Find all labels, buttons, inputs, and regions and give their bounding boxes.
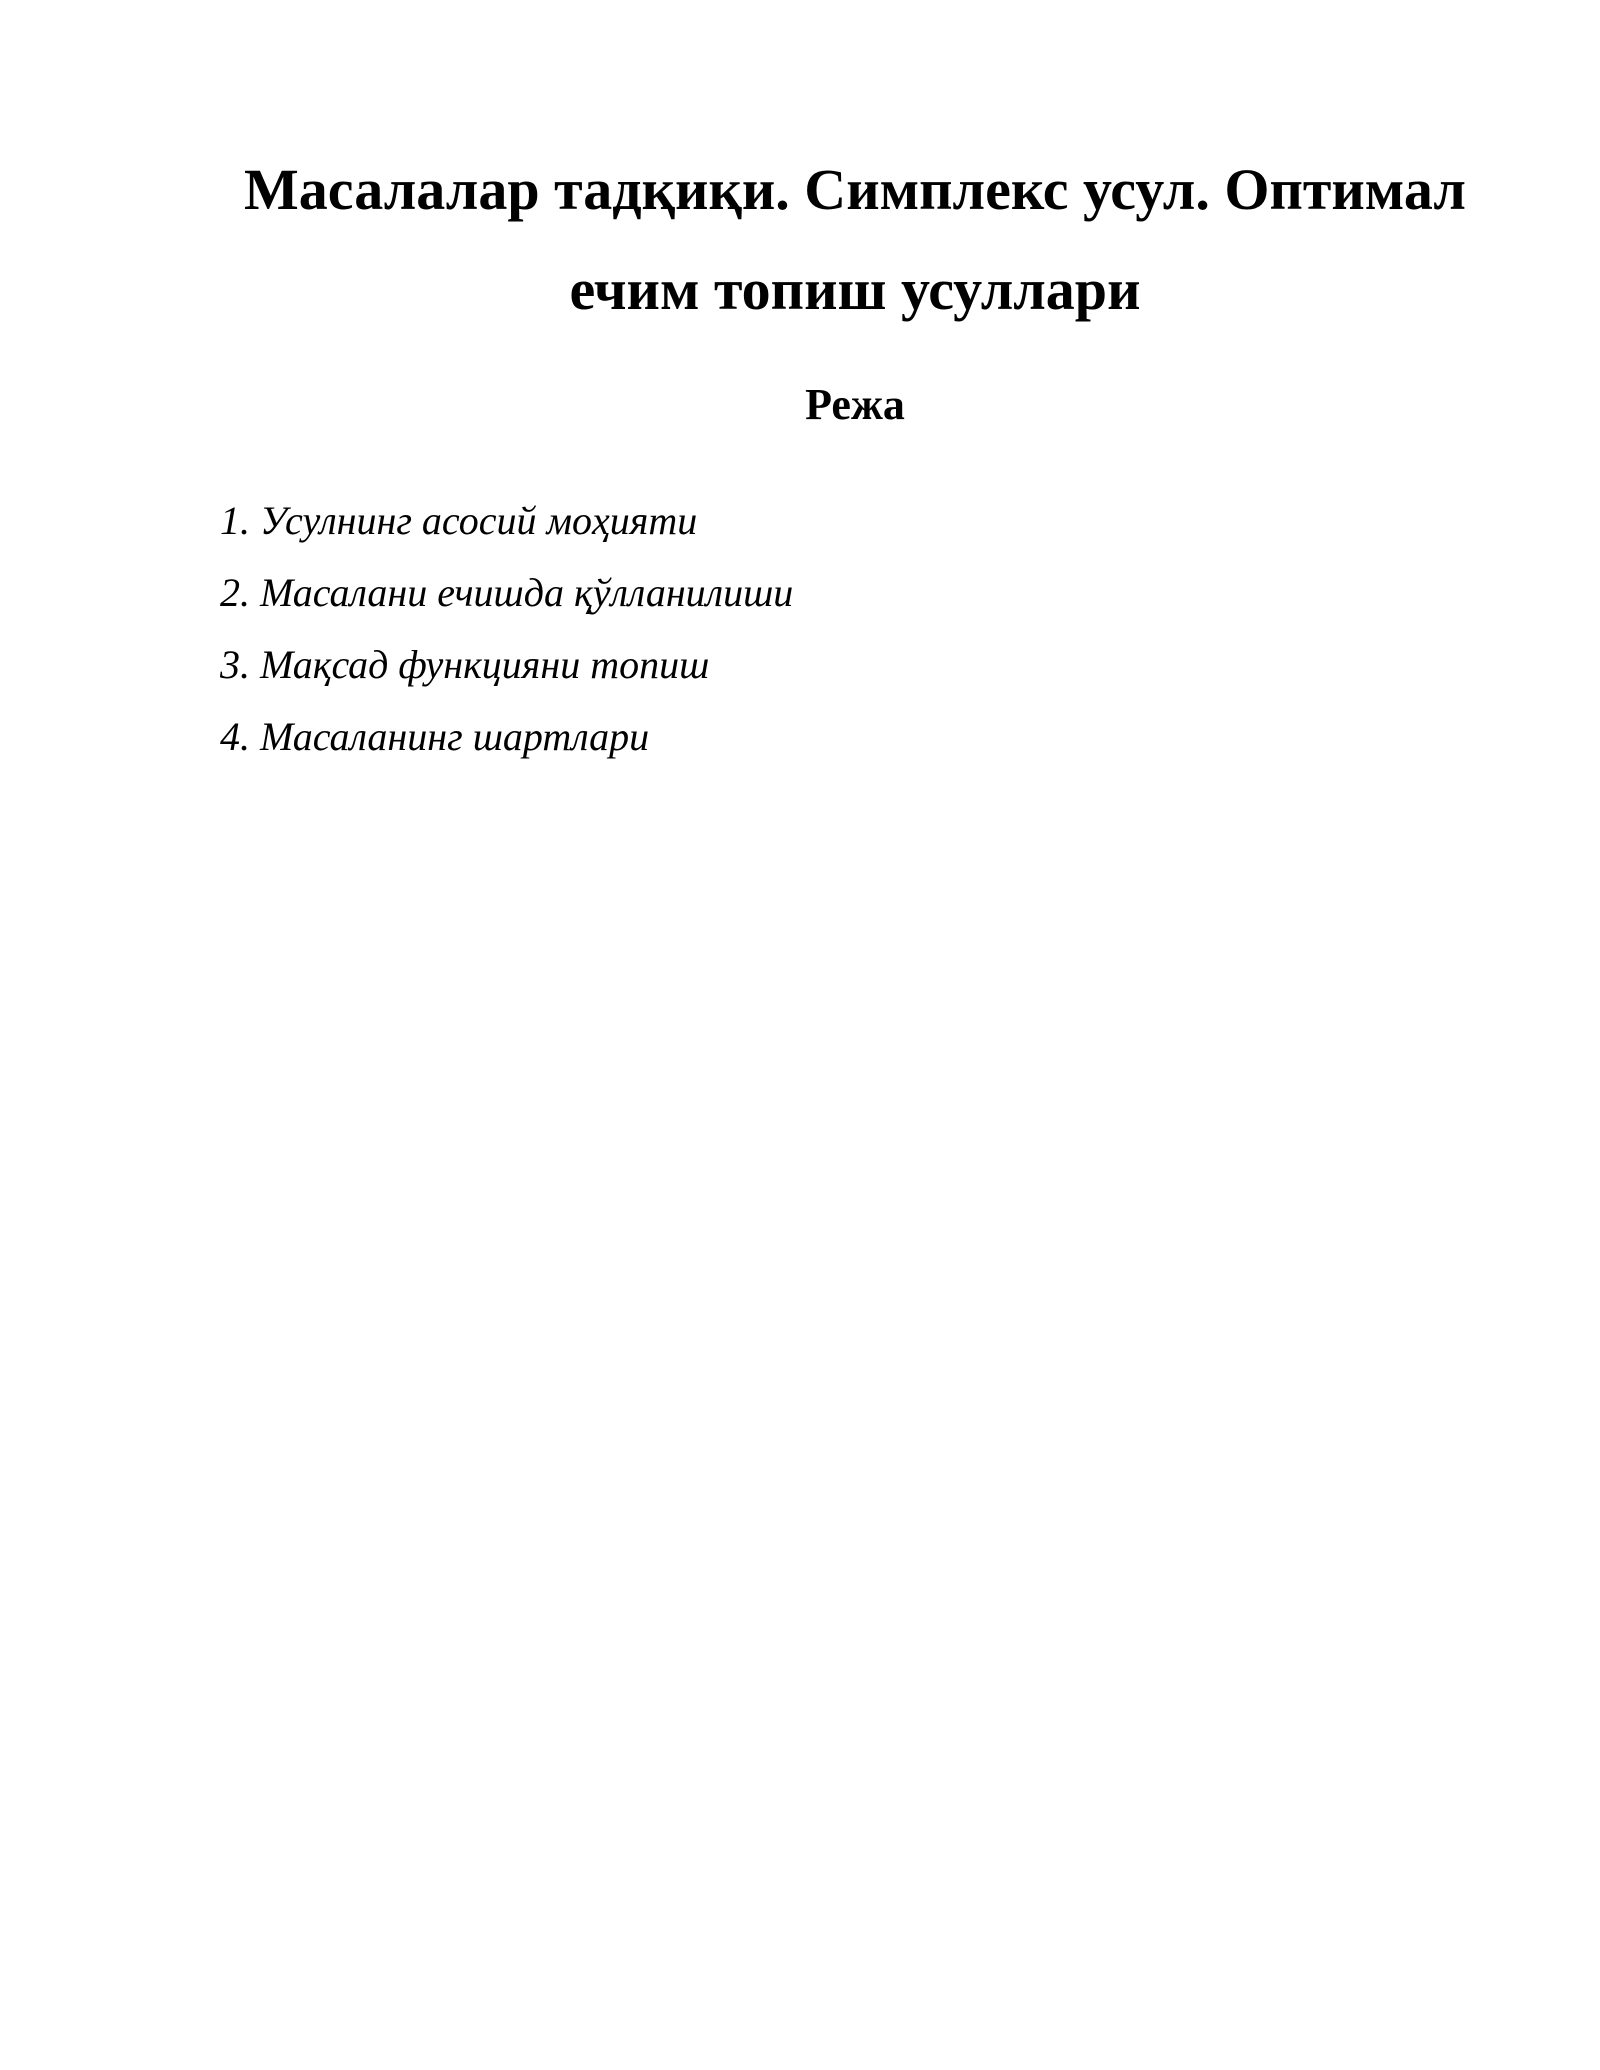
plan-list [220,485,793,773]
document-title [220,140,1490,340]
plan-item-4: 4. Масаланинг шартлари [220,714,650,759]
plan-item-2: 2. Масалани ечишда қўлланилиши [220,570,794,615]
plan-item-1: 1. Усулнинг асосий моҳияти [220,498,698,543]
document-title-line-2: ечим топиш усуллари [569,257,1141,322]
plan-heading: Режа [805,380,905,429]
document-title-line-1: Масалалар тадқиқи. Симплекс усул. Оптимал [244,157,1466,222]
plan-item-3: 3. Мақсад функцияни топиш [220,642,710,687]
